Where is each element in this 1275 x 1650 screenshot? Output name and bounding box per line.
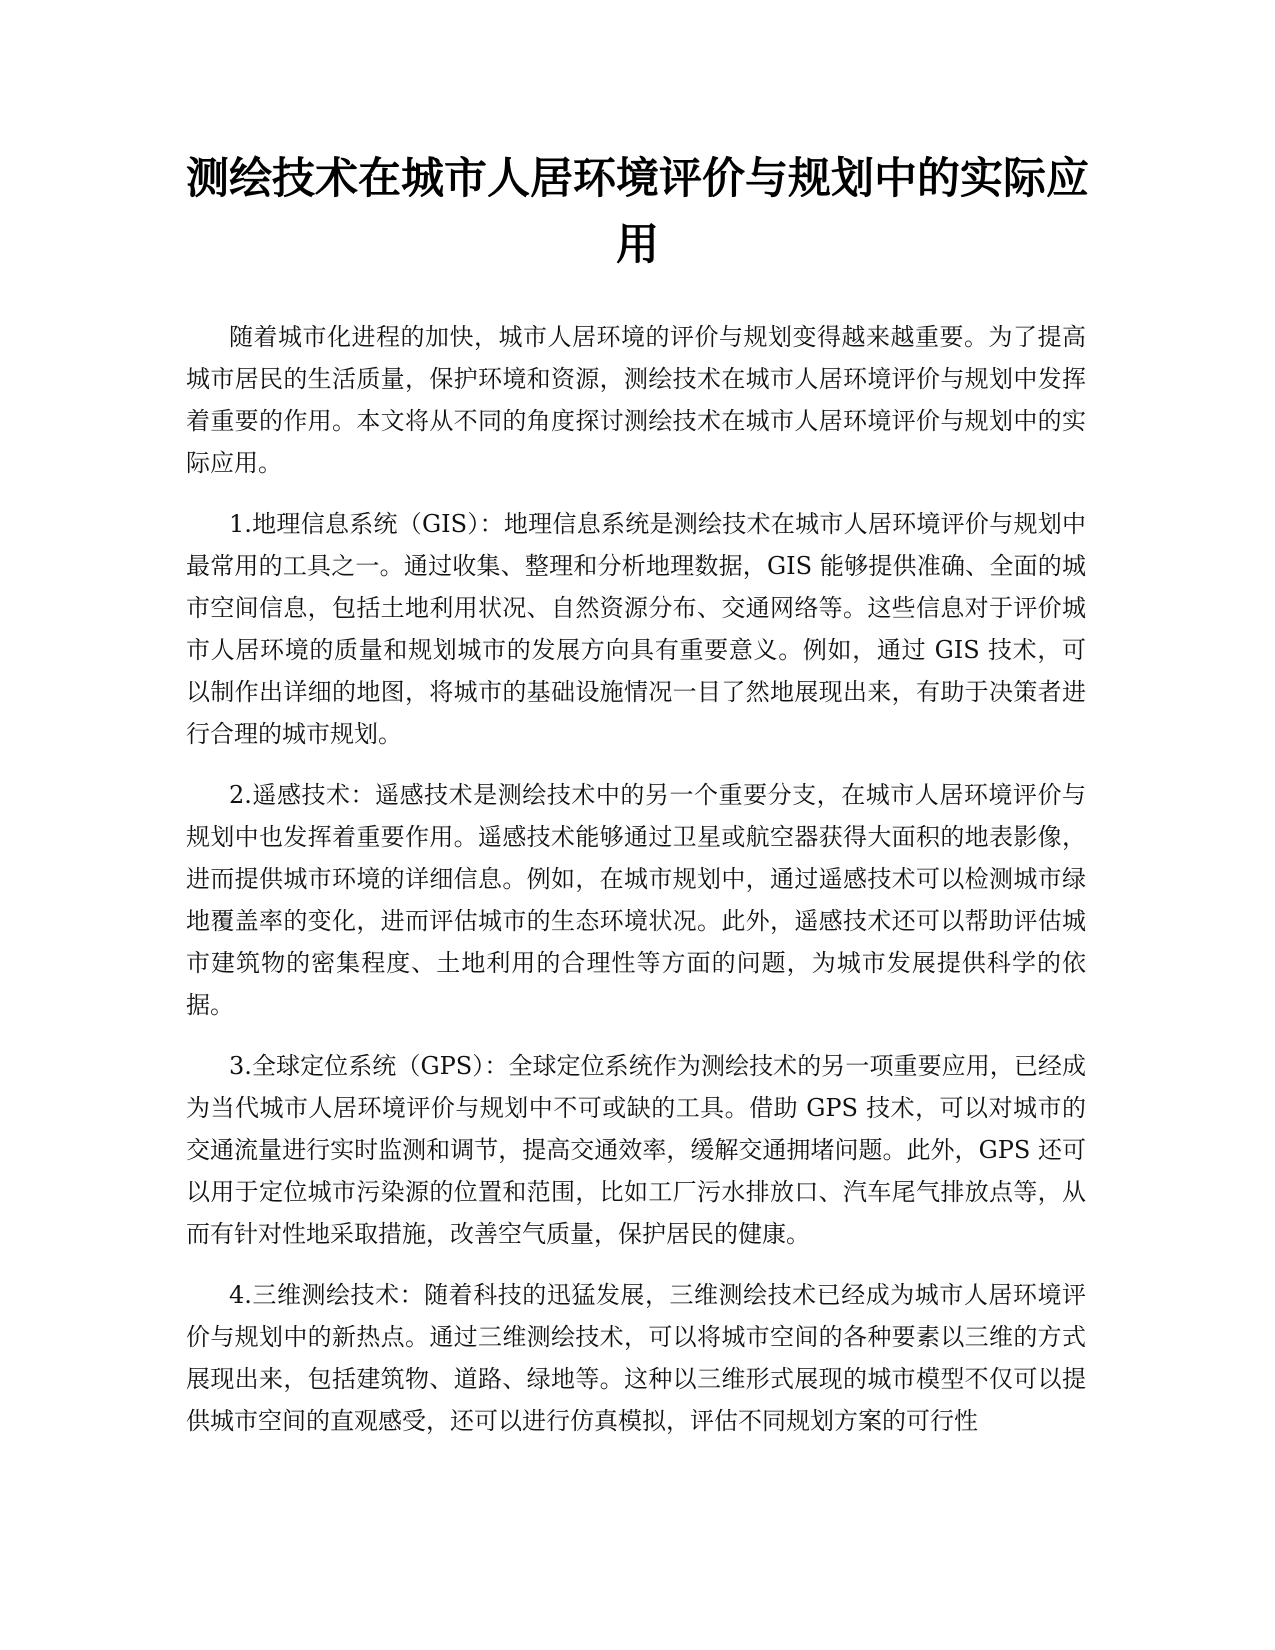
document-body: [186, 316, 1086, 1461]
paragraph-gis: 1.地理信息系统（GIS）：地理信息系统是测绘技术在城市人居环境评价与规划中最常用的工具之一。通过收集、整理和分析地理数据，GIS 能够提供准确、全面的城市空间信息，包括土地利用状况、自然资源分布、交通网络等。这些信息对于评价城市人居环境的质量和规划城市的发展方向具有重要意义。例如，通过 GIS 技术，可以制作出详细的地图，将城市的基础设施情况一目了然地展现出来，有助于决策者进行合理的城市规划。: [186, 510, 1086, 748]
paragraph-intro: 随着城市化进程的加快，城市人居环境的评价与规划变得越来越重要。为了提高城市居民的生活质量，保护环境和资源，测绘技术在城市人居环境评价与规划中发挥着重要的作用。本文将从不同的角度探讨测绘技术在城市人居环境评价与规划中的实际应用。: [186, 323, 1086, 477]
paragraph-remote-sensing: 2.遥感技术：遥感技术是测绘技术中的另一个重要分支，在城市人居环境评价与规划中也发挥着重要作用。遥感技术能够通过卫星或航空器获得大面积的地表影像，进而提供城市环境的详细信息。例如，在城市规划中，通过遥感技术可以检测城市绿地覆盖率的变化，进而评估城市的生态环境状况。此外，遥感技术还可以帮助评估城市建筑物的密集程度、土地利用的合理性等方面的问题，为城市发展提供科学的依据。: [186, 781, 1086, 1019]
document-title: 测绘技术在城市人居环境评价与规划中的实际应用: [186, 154, 1089, 270]
paragraph-gps: 3.全球定位系统（GPS）：全球定位系统作为测绘技术的另一项重要应用，已经成为当代城市人居环境评价与规划中不可或缺的工具。借助 GPS 技术，可以对城市的交通流量进行实时监测和调节，提高交通效率，缓解交通拥堵问题。此外，GPS 还可以用于定位城市污染源的位置和范围，比如工厂污水排放口、汽车尾气排放点等，从而有针对性地采取措施，改善空气质量，保护居民的健康。: [186, 1052, 1086, 1248]
paragraph-3d-mapping: 4.三维测绘技术：随着科技的迅猛发展，三维测绘技术已经成为城市人居环境评价与规划中的新热点。通过三维测绘技术，可以将城市空间的各种要素以三维的方式展现出来，包括建筑物、道路、绿地等。这种以三维形式展现的城市模型不仅可以提供城市空间的直观感受，还可以进行仿真模拟，评估不同规划方案的可行性: [186, 1281, 1086, 1435]
